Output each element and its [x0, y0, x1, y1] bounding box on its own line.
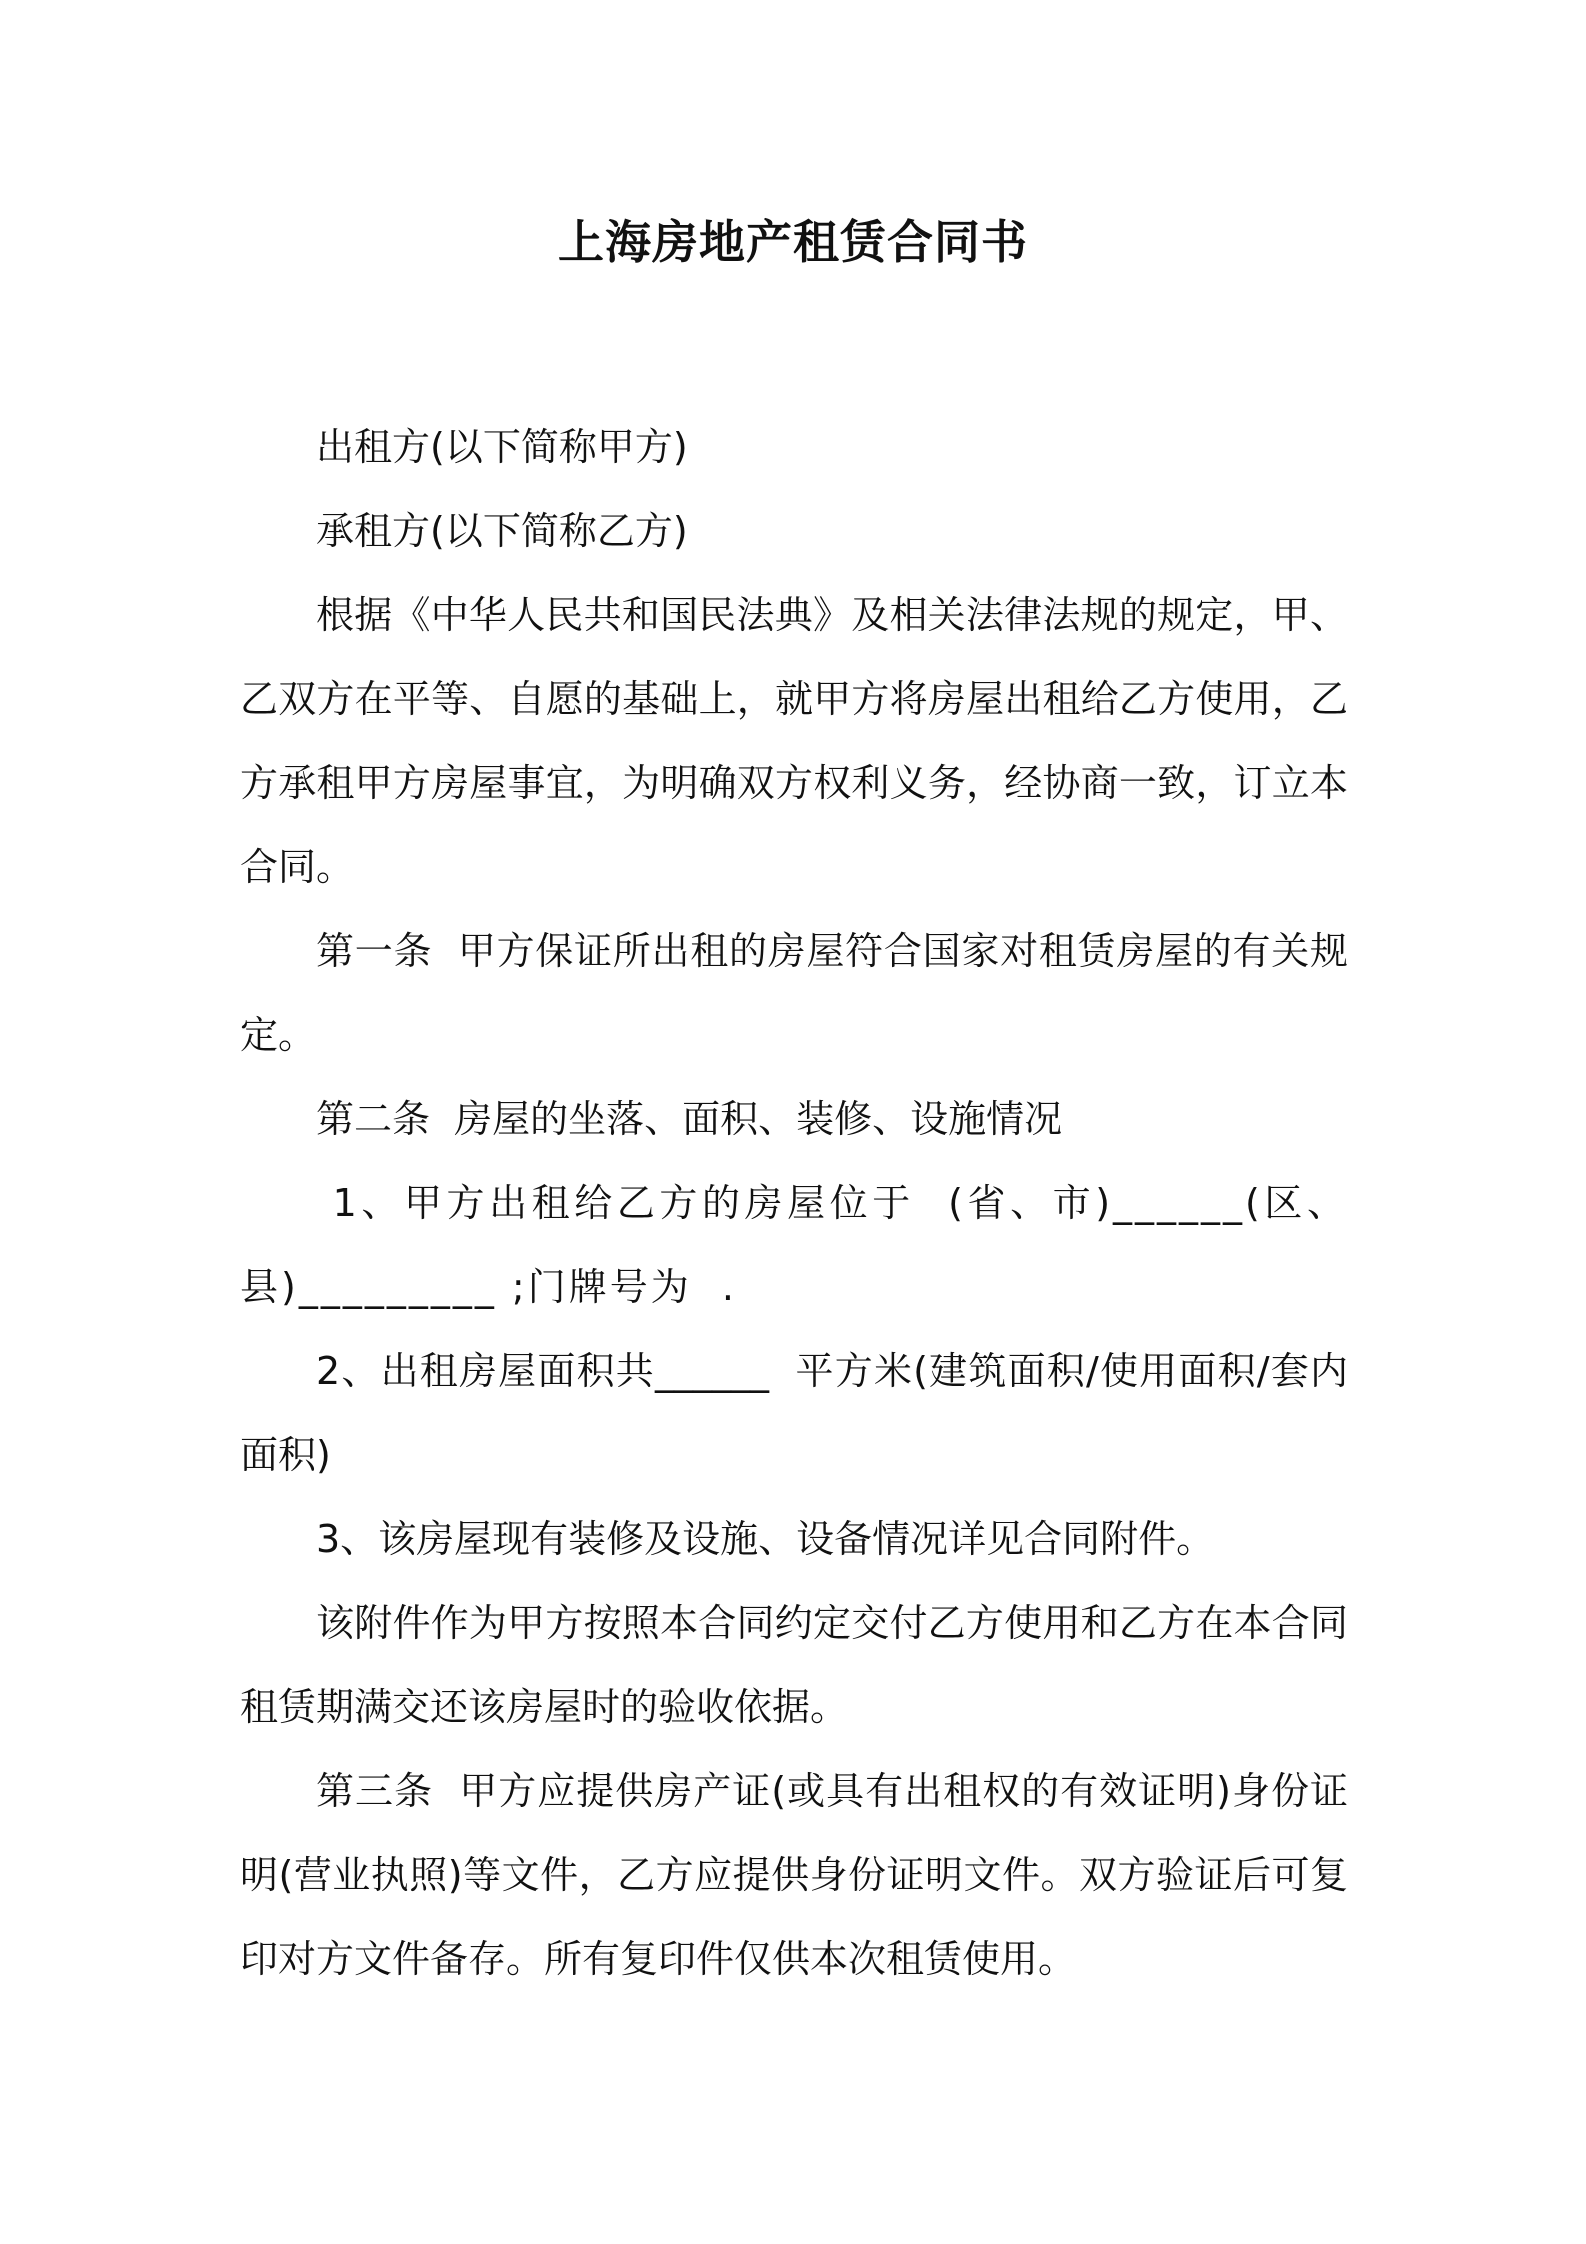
paragraph-article-2-heading: 第二条 房屋的坐落、面积、装修、设施情况 [316, 1097, 1063, 1141]
paragraph-article-2-item-3: 3、该房屋现有装修及设施、设备情况详见合同附件。 [316, 1517, 1215, 1561]
document-title: 上海房地产租赁合同书 [558, 215, 1028, 269]
paragraph-attachment-note: 该附件作为甲方按照本合同约定交付乙方使用和乙方在本合同租赁期满交还该房屋时的验收依据。 [240, 1601, 1348, 1729]
paragraph-article-1: 第一条 甲方保证所出租的房屋符合国家对租赁房屋的有关规定。 [240, 929, 1348, 1057]
paragraph-lessor: 出租方(以下简称甲方) [316, 425, 688, 469]
paragraph-article-3: 第三条 甲方应提供房产证(或具有出租权的有效证明)身份证明(营业执照)等文件，乙方应提供身份证明文件。双方验证后可复印对方文件备存。所有复印件仅供本次租赁使用。 [240, 1769, 1348, 1981]
document-body [240, 405, 1348, 2001]
paragraph-article-2-item-2: 2、出租房屋面积共______ 平方米(建筑面积/使用面积/套内面积) [240, 1349, 1348, 1477]
paragraph-preamble: 根据《中华人民共和国民法典》及相关法律法规的规定，甲、乙双方在平等、自愿的基础上，就甲方将房屋出租给乙方使用，乙方承租甲方房屋事宜，为明确双方权利义务，经协商一致，订立本合同。 [240, 593, 1348, 889]
paragraph-article-2-item-1: 1、甲方出租给乙方的房屋位于 (省、市)______(区、县)_________ ;门牌号为 . [240, 1181, 1348, 1309]
paragraph-lessee: 承租方(以下简称乙方) [316, 509, 688, 553]
